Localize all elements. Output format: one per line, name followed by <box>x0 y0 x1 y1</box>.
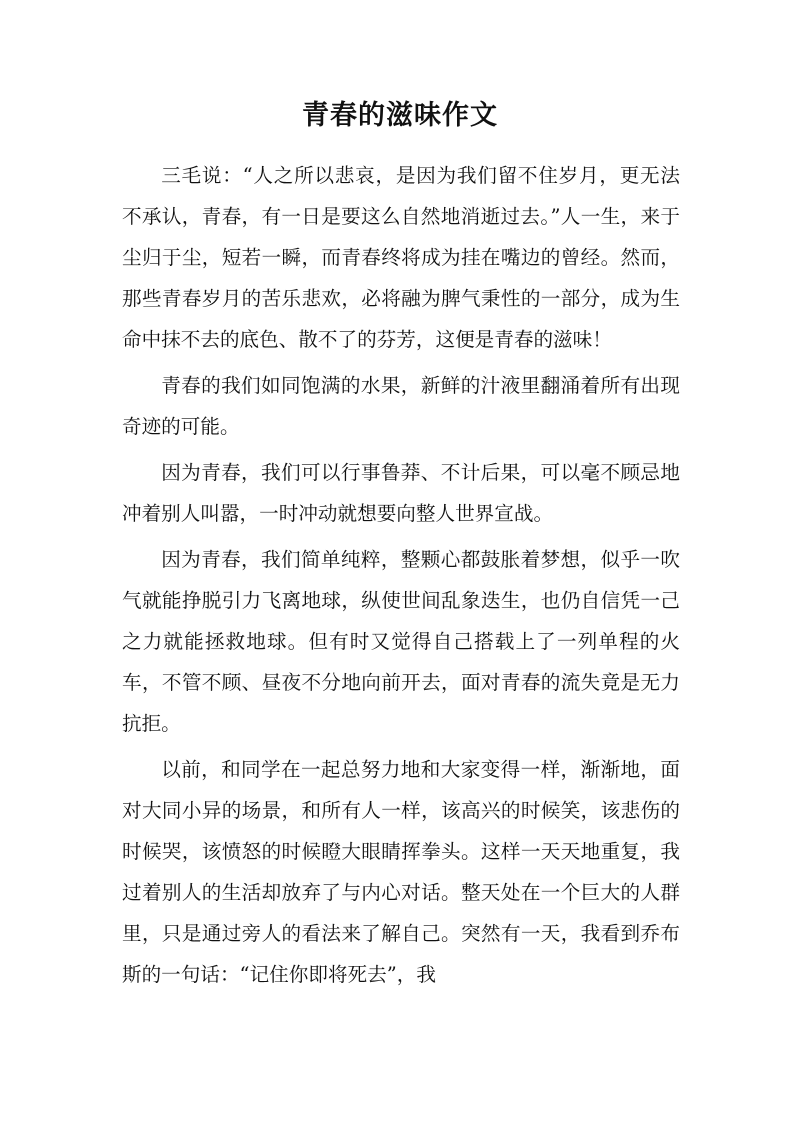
page-title: 青春的滋味作文 <box>302 100 498 131</box>
essay-paragraph-3: 因为青春，我们可以行事鲁莽、不计后果，可以毫不顾忌地冲着别人叫嚣，一时冲动就想要向整人世界宣战。 <box>122 461 680 525</box>
essay-paragraph-2: 青春的我们如同饱满的水果，新鲜的汁液里翻涌着所有出现奇迹的可能。 <box>122 374 680 438</box>
essay-paragraph-5: 以前，和同学在一起总努力地和大家变得一样，渐渐地，面对大同小异的场景，和所有人一样，该高兴的时候笑，该悲伤的时候哭，该愤怒的时候瞪大眼睛挥拳头。这样一天天地重复，我过着别人的生活却放弃了与内心对话。整天处在一个巨大的人群里，只是通过旁人的看法来了解自己。突然有一天，我看到乔布斯的一句话：“记住你即将死去”，我 <box>122 758 680 986</box>
essay-paragraph-4: 因为青春，我们简单纯粹，整颗心都鼓胀着梦想，似乎一吹气就能挣脱引力飞离地球，纵使世间乱象迭生，也仍自信凭一己之力就能拯救地球。但有时又觉得自己搭载上了一列单程的火车，不管不顾、昼夜不分地向前开去，面对青春的流失竟是无力抗拒。 <box>122 548 680 735</box>
essay-body <box>122 155 680 1000</box>
essay-paragraph-1: 三毛说：“人之所以悲哀，是因为我们留不住岁月，更无法不承认，青春，有一日是要这么自然地消逝过去。”人一生，来于尘归于尘，短若一瞬，而青春终将成为挂在嘴边的曾经。然而，那些青春岁月的苦乐悲欢，必将融为脾气秉性的一部分，成为生命中抹不去的底色、散不了的芬芳，这便是青春的滋味！ <box>122 164 680 351</box>
